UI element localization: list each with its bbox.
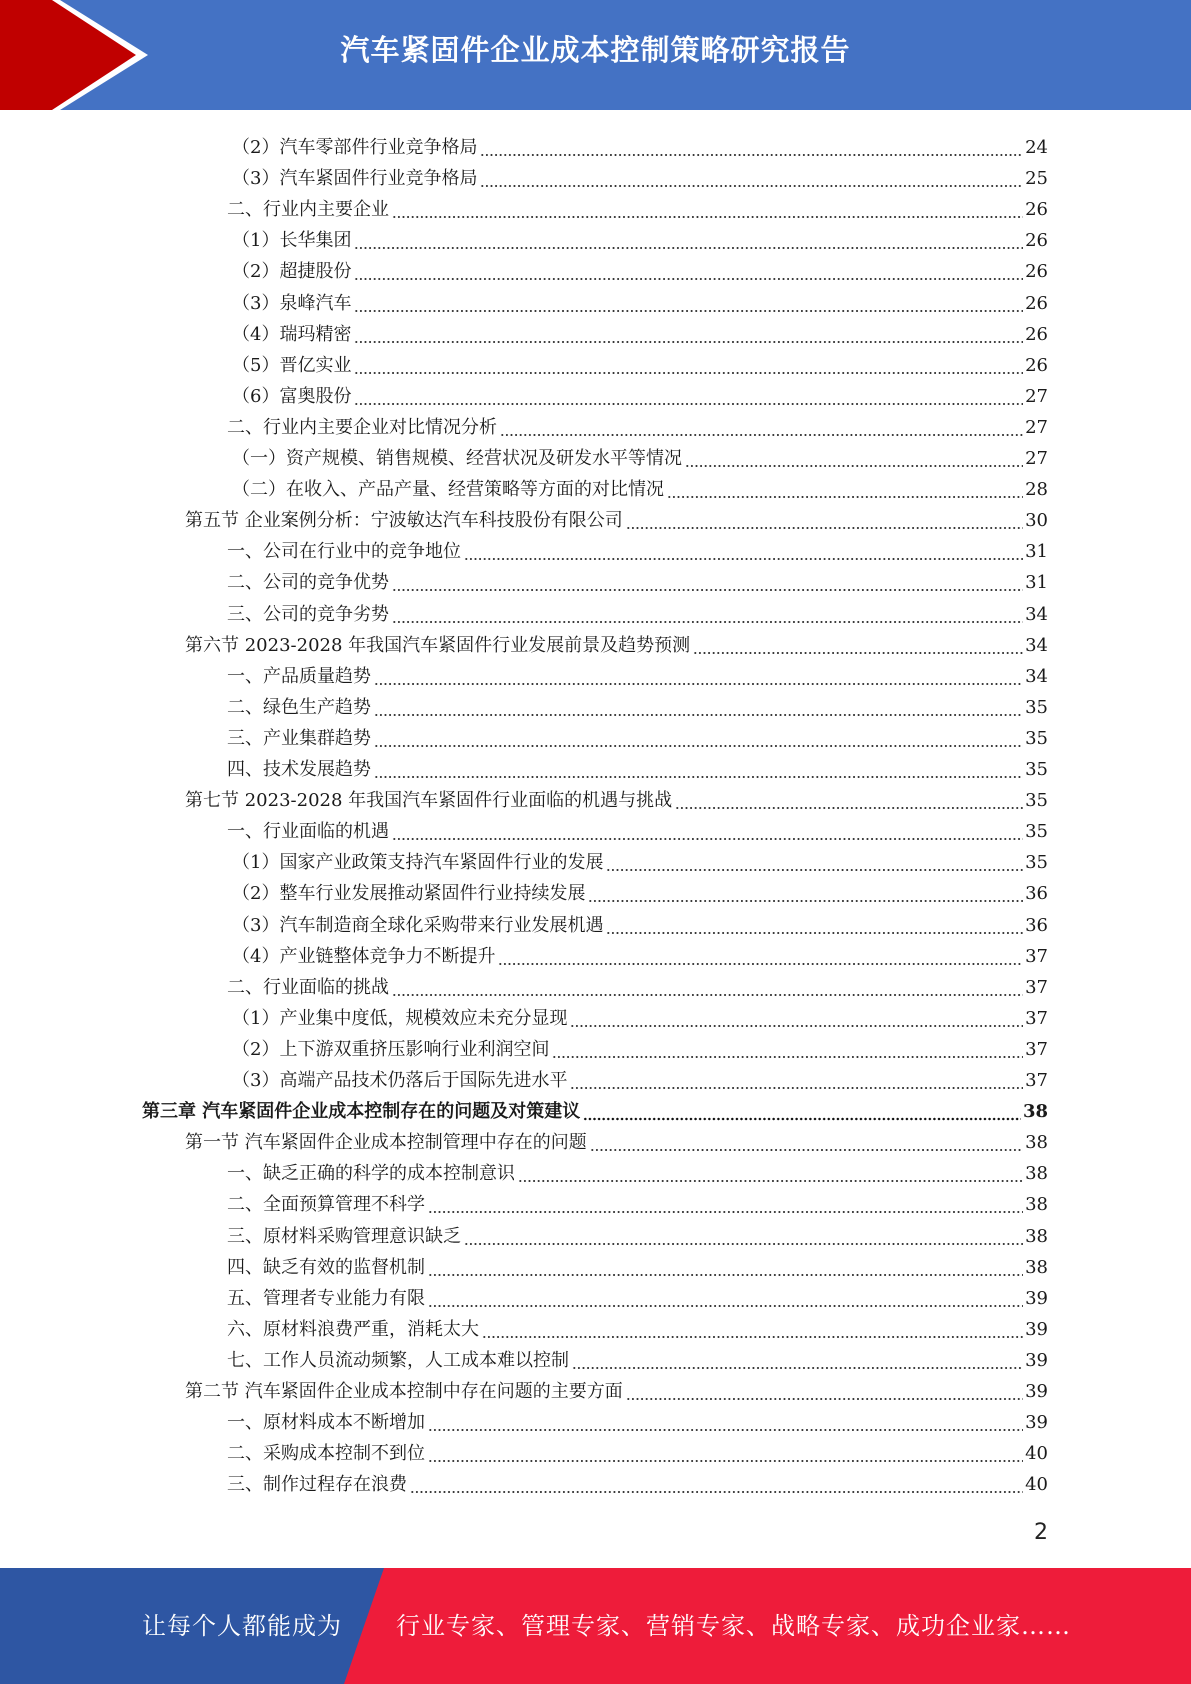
- toc-dot-leader: [518, 1163, 1023, 1185]
- toc-entry[interactable]: [185, 1372, 1048, 1403]
- toc-entry-title: 四、技术发展趋势: [227, 759, 371, 780]
- toc-entry-page: 26: [1025, 323, 1048, 345]
- toc-entry[interactable]: [142, 1092, 1048, 1123]
- toc-entry-title: 二、采购成本控制不到位: [227, 1443, 425, 1465]
- toc-entry[interactable]: [232, 874, 1048, 905]
- toc-entry-title: （2）超捷股份: [232, 261, 352, 283]
- toc-dot-leader: [464, 541, 1023, 563]
- toc-entry[interactable]: [232, 470, 1048, 501]
- toc-entry-title: （1）国家产业政策支持汽车紧固件行业的发展: [232, 852, 604, 874]
- toc-entry-title: 第六节 2023-2028 年我国汽车紧固件行业发展前景及趋势预测: [185, 634, 691, 656]
- toc-entry-page: 26: [1025, 230, 1048, 252]
- toc-entry[interactable]: [227, 1465, 1048, 1496]
- toc-dot-leader: [392, 821, 1023, 843]
- toc-dot-leader: [392, 572, 1023, 594]
- toc-entry-title: （1）长华集团: [232, 230, 352, 252]
- toc-entry-title: 一、原材料成本不断增加: [227, 1412, 425, 1434]
- toc-entry[interactable]: [227, 657, 1048, 688]
- toc-dot-leader: [667, 479, 1023, 501]
- toc-dot-leader: [428, 1412, 1023, 1434]
- toc-entry-page: 37: [1025, 1007, 1048, 1029]
- toc-entry-title: 第七节 2023-2028 年我国汽车紧固件行业面临的机遇与挑战: [185, 790, 673, 812]
- toc-entry-title: （二）在收入、产品产量、经营策略等方面的对比情况: [232, 479, 664, 501]
- toc-entry-page: 39: [1025, 1349, 1048, 1371]
- toc-entry-title: （4）产业链整体竞争力不断提升: [232, 945, 496, 967]
- toc-entry-title: 一、公司在行业中的竞争地位: [227, 541, 461, 563]
- toc-entry-page: 35: [1025, 696, 1048, 718]
- toc-entry[interactable]: [185, 1123, 1048, 1154]
- toc-entry-title: （2）汽车零部件行业竞争格局: [232, 137, 478, 158]
- toc-entry-title: 二、公司的竞争优势: [227, 572, 389, 594]
- toc-dot-leader: [374, 759, 1023, 781]
- toc-entry-title: 四、缺乏有效的监督机制: [227, 1256, 425, 1278]
- toc-entry-title: 第二节 汽车紧固件企业成本控制中存在问题的主要方面: [185, 1381, 623, 1402]
- toc-dot-leader: [392, 199, 1023, 221]
- toc-entry-page: 37: [1025, 976, 1048, 998]
- toc-entry[interactable]: [227, 1341, 1048, 1372]
- toc-entry-page: 27: [1025, 448, 1048, 469]
- toc-entry-page: 36: [1025, 883, 1048, 905]
- toc-entry-title: （3）高端产品技术仍落后于国际先进水平: [232, 1070, 568, 1091]
- toc-entry[interactable]: [227, 968, 1048, 999]
- toc-entry[interactable]: [232, 284, 1048, 315]
- toc-entry-title: 二、行业内主要企业对比情况分析: [227, 416, 497, 438]
- toc-entry[interactable]: [227, 750, 1048, 781]
- toc-entry[interactable]: [232, 221, 1048, 252]
- toc-entry-page: 35: [1025, 852, 1048, 874]
- toc-entry-page: 35: [1025, 759, 1048, 780]
- toc-dot-leader: [392, 977, 1023, 999]
- toc-entry-page: 31: [1025, 572, 1048, 594]
- toc-dot-leader: [590, 1132, 1023, 1154]
- report-title: 汽车紧固件企业成本控制策略研究报告: [340, 33, 851, 67]
- page-header: [0, 0, 1191, 110]
- toc-entry-page: 38: [1025, 1163, 1048, 1185]
- toc-dot-leader: [675, 790, 1023, 812]
- toc-entry[interactable]: [227, 595, 1048, 626]
- toc-entry[interactable]: [232, 252, 1048, 283]
- toc-entry[interactable]: [232, 1030, 1048, 1061]
- toc-entry[interactable]: [185, 501, 1048, 532]
- toc-dot-leader: [498, 946, 1023, 968]
- toc-dot-leader: [588, 883, 1023, 905]
- toc-dot-leader: [374, 728, 1023, 750]
- toc-entry[interactable]: [232, 843, 1048, 874]
- toc-entry-page: 38: [1022, 1101, 1048, 1123]
- toc-entry-page: 37: [1025, 945, 1048, 967]
- toc-dot-leader: [354, 230, 1023, 252]
- toc-entry-title: 一、行业面临的机遇: [227, 821, 389, 843]
- toc-entry-title: 五、管理者专业能力有限: [227, 1287, 425, 1309]
- toc-dot-leader: [570, 1008, 1023, 1030]
- toc-entry-title: （4）瑞玛精密: [232, 323, 352, 345]
- toc-entry-title: 第三章 汽车紧固件企业成本控制存在的问题及对策建议: [142, 1101, 581, 1123]
- toc-dot-leader: [482, 1319, 1023, 1341]
- toc-entry-title: 一、缺乏正确的科学的成本控制意识: [227, 1163, 515, 1185]
- toc-entry-page: 26: [1025, 199, 1048, 221]
- toc-dot-leader: [374, 666, 1023, 688]
- toc-entry[interactable]: [232, 377, 1048, 408]
- toc-dot-leader: [500, 417, 1023, 439]
- toc-entry-page: 28: [1025, 479, 1048, 501]
- toc-entry-page: 34: [1025, 603, 1048, 625]
- toc-dot-leader: [570, 1070, 1023, 1092]
- toc-entry-title: 七、工作人员流动频繁，人工成本难以控制: [227, 1349, 569, 1371]
- toc-entry-title: 二、绿色生产趋势: [227, 696, 371, 718]
- toc-entry[interactable]: [227, 1434, 1048, 1465]
- toc-entry-title: （2）上下游双重挤压影响行业利润空间: [232, 1038, 550, 1060]
- toc-dot-leader: [552, 1039, 1023, 1061]
- footer-slogan-left: 让每个人都能成为: [142, 1612, 342, 1640]
- toc-dot-leader: [354, 324, 1023, 346]
- toc-entry-page: 26: [1025, 261, 1048, 283]
- toc-entry[interactable]: [185, 781, 1048, 812]
- toc-entry[interactable]: [227, 1310, 1048, 1341]
- toc-entry[interactable]: [227, 532, 1048, 563]
- toc-dot-leader: [480, 168, 1023, 190]
- toc-entry[interactable]: [227, 688, 1048, 719]
- toc-entry-page: 39: [1025, 1381, 1048, 1402]
- toc-dot-leader: [606, 915, 1023, 937]
- toc-entry-page: 40: [1025, 1474, 1048, 1496]
- page-number: 2: [1034, 1520, 1048, 1545]
- toc-entry-page: 35: [1025, 821, 1048, 843]
- toc-dot-leader: [464, 1226, 1023, 1248]
- toc-dot-leader: [354, 355, 1023, 377]
- toc-entry[interactable]: [227, 1403, 1048, 1434]
- toc-entry[interactable]: [232, 159, 1048, 190]
- toc-entry-page: 34: [1025, 634, 1048, 656]
- toc-dot-leader: [626, 1381, 1023, 1403]
- toc-dot-leader: [428, 1257, 1023, 1279]
- toc-entry-title: 第五节 企业案例分析：宁波敏达汽车科技股份有限公司: [185, 510, 623, 532]
- toc-entry[interactable]: [227, 812, 1048, 843]
- toc-dot-leader: [354, 261, 1023, 283]
- toc-entry-title: 六、原材料浪费严重，消耗太大: [227, 1318, 479, 1340]
- toc-entry[interactable]: [227, 1248, 1048, 1279]
- toc-entry-page: 39: [1025, 1412, 1048, 1434]
- toc-dot-leader: [354, 386, 1023, 408]
- toc-entry[interactable]: [232, 1061, 1048, 1092]
- footer-slogan-right: 行业专家、管理专家、营销专家、战略专家、成功企业家……: [396, 1612, 1071, 1640]
- toc-entry-title: 二、行业面临的挑战: [227, 976, 389, 998]
- toc-entry-page: 30: [1025, 510, 1048, 532]
- toc-entry-title: （6）富奥股份: [232, 385, 352, 407]
- toc-entry[interactable]: [227, 1279, 1048, 1310]
- toc-entry-title: 二、行业内主要企业: [227, 199, 389, 221]
- toc-entry-page: 34: [1025, 665, 1048, 687]
- toc-entry-title: 三、制作过程存在浪费: [227, 1474, 407, 1496]
- toc-entry-page: 37: [1025, 1070, 1048, 1091]
- toc-entry-title: 三、产业集群趋势: [227, 727, 371, 749]
- toc-entry[interactable]: [232, 937, 1048, 968]
- toc-dot-leader: [428, 1194, 1023, 1216]
- toc-entry-page: 38: [1025, 1225, 1048, 1247]
- toc-entry-title: （3）汽车制造商全球化采购带来行业发展机遇: [232, 914, 604, 936]
- toc-entry-title: （1）产业集中度低，规模效应未充分显现: [232, 1007, 568, 1029]
- toc-entry[interactable]: [227, 1185, 1048, 1216]
- toc-entry-page: 35: [1025, 727, 1048, 749]
- toc-entry[interactable]: [227, 719, 1048, 750]
- toc-entry[interactable]: [232, 128, 1048, 159]
- toc-dot-leader: [583, 1101, 1021, 1123]
- toc-entry-title: （一）资产规模、销售规模、经营状况及研发水平等情况: [232, 448, 682, 469]
- toc-entry-page: 24: [1025, 137, 1048, 158]
- toc-entry[interactable]: [227, 1154, 1048, 1185]
- toc-entry-page: 38: [1025, 1256, 1048, 1278]
- toc-entry[interactable]: [185, 626, 1048, 657]
- toc-entry-page: 26: [1025, 292, 1048, 314]
- toc-entry-title: 一、产品质量趋势: [227, 665, 371, 687]
- toc-entry-page: 38: [1025, 1132, 1048, 1154]
- toc-dot-leader: [428, 1443, 1023, 1465]
- toc-entry-title: 第一节 汽车紧固件企业成本控制管理中存在的问题: [185, 1132, 587, 1154]
- toc-dot-leader: [410, 1474, 1023, 1496]
- toc-dot-leader: [354, 293, 1023, 315]
- toc-entry-title: （5）晋亿实业: [232, 354, 352, 376]
- page-footer: [0, 1568, 1191, 1684]
- toc-entry-page: 27: [1025, 416, 1048, 438]
- toc-entry[interactable]: [232, 315, 1048, 346]
- toc-dot-leader: [392, 604, 1023, 626]
- toc-entry[interactable]: [232, 906, 1048, 937]
- toc-entry-page: 25: [1025, 168, 1048, 190]
- toc-dot-leader: [572, 1350, 1023, 1372]
- toc-entry-title: 三、公司的竞争劣势: [227, 603, 389, 625]
- toc-entry-page: 40: [1025, 1443, 1048, 1465]
- toc-entry[interactable]: [232, 999, 1048, 1030]
- toc-dot-leader: [428, 1288, 1023, 1310]
- toc-dot-leader: [480, 137, 1023, 159]
- toc-entry-page: 38: [1025, 1194, 1048, 1216]
- toc-entry-page: 36: [1025, 914, 1048, 936]
- toc-entry-title: （2）整车行业发展推动紧固件行业持续发展: [232, 883, 586, 905]
- toc-entry[interactable]: [227, 408, 1048, 439]
- toc-entry-page: 37: [1025, 1038, 1048, 1060]
- toc-dot-leader: [626, 510, 1023, 532]
- toc-entry[interactable]: [227, 190, 1048, 221]
- toc-entry[interactable]: [227, 1217, 1048, 1248]
- toc-entry-page: 27: [1025, 385, 1048, 407]
- toc-dot-leader: [693, 635, 1023, 657]
- toc-dot-leader: [374, 697, 1023, 719]
- toc-entry-title: 三、原材料采购管理意识缺乏: [227, 1225, 461, 1247]
- toc-dot-leader: [606, 852, 1023, 874]
- toc-dot-leader: [685, 448, 1023, 470]
- toc-entry-title: （3）汽车紧固件行业竞争格局: [232, 168, 478, 190]
- toc-entry-page: 26: [1025, 354, 1048, 376]
- toc-entry-title: （3）泉峰汽车: [232, 292, 352, 314]
- toc-entry-title: 二、全面预算管理不科学: [227, 1194, 425, 1216]
- toc-entry-page: 35: [1025, 790, 1048, 812]
- toc-entry[interactable]: [227, 563, 1048, 594]
- toc-entry[interactable]: [232, 439, 1048, 470]
- toc-entry[interactable]: [232, 346, 1048, 377]
- toc-entry-page: 39: [1025, 1318, 1048, 1340]
- toc-entry-page: 39: [1025, 1287, 1048, 1309]
- toc-entry-page: 31: [1025, 541, 1048, 563]
